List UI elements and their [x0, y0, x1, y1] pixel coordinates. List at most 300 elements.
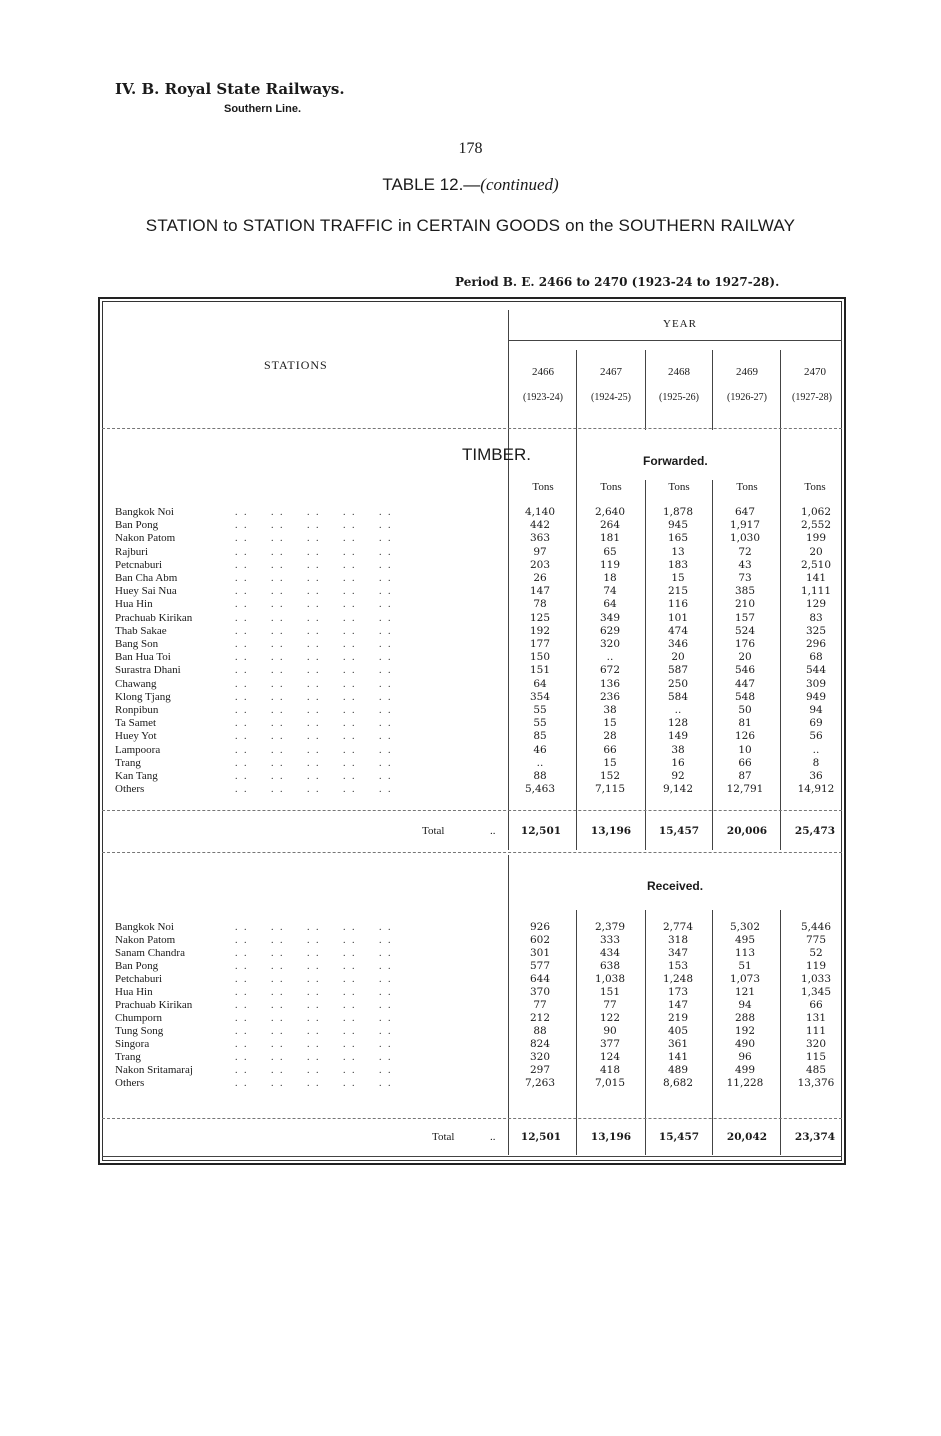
table-row — [115, 757, 835, 770]
leader-dots: . . . . . . . . . . — [235, 922, 393, 933]
table-row — [115, 1051, 835, 1064]
table-row — [115, 585, 835, 598]
year-be-2470: 2470 — [804, 366, 826, 378]
year-ad-1926: (1926-27) — [727, 392, 767, 403]
station-name: Tung Song — [115, 1025, 164, 1037]
unit-tons-3: Tons — [668, 481, 690, 493]
table-cell: 136 — [599, 677, 621, 690]
leader-dots: . . . . . . . . . . — [235, 639, 393, 650]
table-cell: 183 — [667, 558, 689, 571]
year-be-2467: 2467 — [600, 366, 622, 378]
table-cell: 157 — [734, 611, 756, 624]
table-cell: 1,917 — [729, 519, 761, 532]
table-cell: 644 — [529, 973, 551, 985]
forwarded-total-dots: .. — [490, 825, 496, 837]
station-name: Lampoora — [115, 743, 161, 756]
table-cell: 320 — [599, 638, 621, 650]
received-label: Received. — [647, 879, 704, 893]
table-cell: 210 — [734, 598, 756, 611]
table-cell: 55 — [533, 717, 547, 730]
table-cell: 78 — [533, 598, 547, 611]
table-cell: 125 — [529, 611, 551, 624]
forwarded-total-label: Total — [422, 825, 445, 837]
table-cell: 346 — [667, 638, 689, 650]
table-cell: 199 — [805, 532, 827, 545]
table-cell: 68 — [809, 651, 823, 664]
table-cell: 250 — [667, 677, 689, 690]
station-name: Ban Cha Abm — [115, 572, 178, 584]
leader-dots: . . . . . . . . . . — [235, 705, 393, 716]
station-name: Ban Pong — [115, 519, 159, 532]
table-cell: 43 — [738, 558, 752, 571]
leader-dots: . . . . . . . . . . — [235, 1078, 393, 1089]
table-cell: 13,376 — [797, 1077, 835, 1089]
unit-tons-4: Tons — [736, 481, 758, 493]
table-cell: 4,140 — [524, 506, 556, 518]
leader-dots: . . . . . . . . . . — [235, 546, 393, 558]
table-cell: .. — [606, 651, 614, 664]
received-total-2469: 20,042 — [726, 1131, 768, 1143]
table-cell: 152 — [599, 770, 621, 782]
table-row — [115, 960, 835, 973]
leader-dots: . . . . . . . . . . — [235, 559, 393, 571]
table-cell: 333 — [599, 934, 621, 946]
table-cell: 418 — [599, 1064, 621, 1076]
table-cell: 309 — [805, 677, 827, 690]
received-total-2467: 13,196 — [590, 1131, 632, 1143]
table-cell: 577 — [529, 960, 551, 972]
station-name: Ban Pong — [115, 960, 159, 972]
unit-tons-5: Tons — [804, 481, 826, 493]
table-cell: 66 — [738, 756, 752, 769]
table-cell: 64 — [533, 677, 547, 690]
table-cell: 672 — [599, 664, 621, 677]
table-cell: 325 — [805, 624, 827, 637]
commodity-timber: TIMBER. — [462, 445, 531, 464]
year-ad-1927: (1927-28) — [792, 392, 832, 403]
table-cell: 56 — [809, 730, 823, 743]
table-cell: 66 — [603, 743, 617, 756]
station-name: Chawang — [115, 677, 157, 690]
table-cell: 945 — [667, 519, 689, 532]
table-row — [115, 1012, 835, 1025]
station-name: Bangkok Noi — [115, 921, 174, 933]
section-heading: IV. B. Royal State Railways. — [115, 80, 345, 98]
table-cell: 361 — [667, 1038, 689, 1050]
table-cell: 377 — [599, 1038, 621, 1050]
leader-dots: . . . . . . . . . . — [235, 533, 393, 545]
table-row — [115, 638, 835, 651]
table-cell: 219 — [667, 1012, 689, 1024]
year-be-2466: 2466 — [532, 366, 554, 378]
table-cell: 8 — [812, 756, 820, 769]
station-name: Petcnaburi — [115, 558, 163, 571]
leader-dots: . . . . . . . . . . — [235, 784, 393, 796]
table-cell: 46 — [533, 743, 547, 756]
table-cell: 11,228 — [726, 1077, 764, 1089]
forwarded-label: Forwarded. — [643, 454, 708, 468]
table-cell: 12,791 — [726, 783, 764, 796]
received-total-2466: 12,501 — [520, 1131, 562, 1143]
table-cell: 354 — [529, 690, 551, 703]
table-row — [115, 572, 835, 585]
station-name: Sanam Chandra — [115, 947, 185, 959]
table-cell: 64 — [603, 598, 617, 611]
table-cell: 236 — [599, 690, 621, 703]
forwarded-total-2468: 15,457 — [658, 825, 700, 837]
leader-dots: . . . . . . . . . . — [235, 586, 393, 598]
station-name: Trang — [115, 756, 141, 769]
leader-dots: . . . . . . . . . . — [235, 935, 393, 946]
col-divider-2 — [645, 350, 646, 430]
table-cell: 363 — [529, 532, 551, 545]
table-cell: 485 — [805, 1064, 827, 1076]
table-cell: 181 — [599, 532, 621, 545]
table-cell: 81 — [738, 717, 752, 730]
table-cell: 2,552 — [800, 519, 832, 532]
table-cell: 101 — [667, 611, 689, 624]
forwarded-total-2470: 25,473 — [794, 825, 836, 837]
year-header: YEAR — [663, 318, 697, 330]
table-cell: 1,111 — [800, 585, 832, 598]
table-row — [115, 986, 835, 999]
table-cell: 85 — [533, 730, 547, 743]
table-cell: 546 — [734, 664, 756, 677]
table-row — [115, 704, 835, 717]
table-cell: 151 — [529, 664, 551, 677]
table-cell: 73 — [738, 572, 752, 584]
table-row — [115, 678, 835, 691]
table-cell: 1,030 — [729, 532, 761, 545]
table-row — [115, 947, 835, 960]
station-name: Petchaburi — [115, 973, 163, 985]
table-cell: 92 — [671, 770, 685, 782]
table-cell: 1,062 — [800, 506, 832, 518]
table-cell: .. — [674, 704, 682, 716]
received-total-2468: 15,457 — [658, 1131, 700, 1143]
table-cell: 1,248 — [662, 973, 694, 985]
leader-dots: . . . . . . . . . . — [235, 744, 393, 756]
station-name: Rajburi — [115, 545, 148, 558]
table-cell: 2,510 — [800, 558, 832, 571]
table-cell: 647 — [734, 506, 756, 518]
leader-dots: . . . . . . . . . . — [235, 612, 393, 624]
table-cell: 490 — [734, 1038, 756, 1050]
leader-dots: . . . . . . . . . . — [235, 757, 393, 769]
table-cell: 9,142 — [662, 783, 694, 796]
station-name: Singora — [115, 1038, 150, 1050]
table-cell: 15 — [603, 717, 617, 730]
leader-dots: . . . . . . . . . . — [235, 987, 393, 998]
station-name: Kan Tang — [115, 770, 158, 782]
table-cell: 20 — [809, 545, 823, 558]
table-row — [115, 651, 835, 664]
leader-dots: . . . . . . . . . . — [235, 507, 393, 518]
table-row — [115, 770, 835, 783]
station-name: Chumporn — [115, 1012, 163, 1024]
table-cell: 495 — [734, 934, 756, 946]
table-row — [115, 598, 835, 611]
table-cell: 1,073 — [729, 973, 761, 985]
table-cell: 126 — [734, 730, 756, 743]
table-row — [115, 1064, 835, 1077]
table-cell: 147 — [667, 999, 689, 1011]
col-divider-4 — [780, 350, 781, 430]
table-cell: 18 — [603, 572, 617, 584]
table-cell: 824 — [529, 1038, 551, 1050]
table-cell: 7,115 — [594, 783, 626, 796]
leader-dots: . . . . . . . . . . — [235, 948, 393, 959]
table-cell: 370 — [529, 986, 551, 998]
table-cell: .. — [536, 756, 544, 769]
leader-dots: . . . . . . . . . . — [235, 520, 393, 532]
col-divider-3 — [712, 350, 713, 430]
table-cell: 50 — [738, 704, 752, 716]
table-cell: 5,463 — [524, 783, 556, 796]
table-cell: 141 — [667, 1051, 689, 1063]
leader-dots: . . . . . . . . . . — [235, 652, 393, 664]
table-cell: 15 — [603, 756, 617, 769]
table-cell: 66 — [809, 999, 823, 1011]
table-cell: 173 — [667, 986, 689, 998]
leader-dots: . . . . . . . . . . — [235, 771, 393, 782]
table-cell: 296 — [805, 638, 827, 650]
year-divider — [508, 340, 842, 341]
table-title: STATION to STATION TRAFFIC in CERTAIN GOODS on the SOUTHERN RAILWAY — [145, 216, 796, 235]
table-cell: 119 — [599, 558, 621, 571]
station-name: Nakon Patom — [115, 532, 176, 545]
table-cell: 584 — [667, 690, 689, 703]
year-ad-1923: (1923-24) — [523, 392, 563, 403]
leader-dots: . . . . . . . . . . — [235, 625, 393, 637]
leader-dots: . . . . . . . . . . — [235, 1026, 393, 1037]
table-row — [115, 730, 835, 743]
table-cell: 94 — [809, 704, 823, 716]
station-name: Huey Yot — [115, 730, 157, 743]
table-cell: 13 — [671, 545, 685, 558]
station-name: Prachuab Kirikan — [115, 611, 193, 624]
table-cell: 87 — [738, 770, 752, 782]
table-cell: 474 — [667, 624, 689, 637]
leader-dots: . . . . . . . . . . — [235, 573, 393, 584]
table-cell: 320 — [529, 1051, 551, 1063]
station-name: Klong Tjang — [115, 690, 171, 703]
table-cell: 90 — [603, 1025, 617, 1037]
table-cell: 129 — [805, 598, 827, 611]
table-cell: 20 — [738, 651, 752, 664]
table-cell: 176 — [734, 638, 756, 650]
table-cell: 212 — [529, 1012, 551, 1024]
table-cell: 949 — [805, 690, 827, 703]
year-ad-1925: (1925-26) — [659, 392, 699, 403]
table-cell: 121 — [734, 986, 756, 998]
table-cell: 55 — [533, 704, 547, 716]
station-name: Ta Samet — [115, 717, 157, 730]
table-cell: 5,446 — [800, 921, 832, 933]
table-row — [115, 625, 835, 638]
table-cell: 94 — [738, 999, 752, 1011]
table-cell: 96 — [738, 1051, 752, 1063]
received-total-dots: .. — [490, 1131, 496, 1143]
table-cell: 38 — [603, 704, 617, 716]
station-name: Ronpibun — [115, 704, 159, 716]
table-cell: 587 — [667, 664, 689, 677]
station-name: Surastra Dhani — [115, 664, 181, 677]
table-row — [115, 1077, 835, 1090]
table-row — [115, 612, 835, 625]
table-cell: 775 — [805, 934, 827, 946]
table-cell: 1,878 — [662, 506, 694, 518]
table-cell: 434 — [599, 947, 621, 959]
station-name: Huey Sai Nua — [115, 585, 177, 598]
table-cell: 347 — [667, 947, 689, 959]
table-cell: 301 — [529, 947, 551, 959]
forwarded-total-rule — [102, 810, 842, 811]
table-row — [115, 921, 835, 934]
table-cell: 77 — [603, 999, 617, 1011]
table-cell: 548 — [734, 690, 756, 703]
table-cell: .. — [812, 743, 820, 756]
page-number: 178 — [458, 140, 483, 157]
table-cell: 74 — [603, 585, 617, 598]
forwarded-total-2466: 12,501 — [520, 825, 562, 837]
table-cell: 119 — [805, 960, 827, 972]
table-cell: 7,263 — [524, 1077, 556, 1089]
table-cell: 1,033 — [800, 973, 832, 985]
unit-tons-1: Tons — [532, 481, 554, 493]
table-cell: 122 — [599, 1012, 621, 1024]
table-cell: 177 — [529, 638, 551, 650]
table-cell: 629 — [599, 624, 621, 637]
table-number: TABLE 12.— — [382, 175, 481, 194]
table-cell: 88 — [533, 1025, 547, 1037]
leader-dots: . . . . . . . . . . — [235, 1039, 393, 1050]
table-continued: (continued) — [480, 175, 559, 194]
leader-dots: . . . . . . . . . . — [235, 1013, 393, 1024]
table-cell: 349 — [599, 611, 621, 624]
station-name: Bang Son — [115, 638, 159, 650]
table-cell: 2,379 — [594, 921, 626, 933]
station-name: Thab Sakae — [115, 624, 167, 637]
table-cell: 926 — [529, 921, 551, 933]
table-cell: 28 — [603, 730, 617, 743]
table-row — [115, 546, 835, 559]
table-cell: 215 — [667, 585, 689, 598]
table-cell: 385 — [734, 585, 756, 598]
received-total-2470: 23,374 — [794, 1131, 836, 1143]
table-cell: 318 — [667, 934, 689, 946]
table-cell: 124 — [599, 1051, 621, 1063]
table-cell: 405 — [667, 1025, 689, 1037]
table-row — [115, 717, 835, 730]
leader-dots: . . . . . . . . . . — [235, 961, 393, 972]
table-cell: 524 — [734, 624, 756, 637]
leader-dots: . . . . . . . . . . — [235, 691, 393, 703]
table-row — [115, 973, 835, 986]
year-be-2469: 2469 — [736, 366, 758, 378]
station-name: Others — [115, 1077, 145, 1089]
leader-dots: . . . . . . . . . . — [235, 1000, 393, 1011]
table-cell: 7,015 — [594, 1077, 626, 1089]
forwarded-total-2467: 13,196 — [590, 825, 632, 837]
table-cell: 141 — [805, 572, 827, 584]
unit-tons-2: Tons — [600, 481, 622, 493]
col-divider-1 — [576, 350, 577, 430]
table-cell: 72 — [738, 545, 752, 558]
table-bottom-rule — [102, 1156, 842, 1157]
forwarded-total-2469: 20,006 — [726, 825, 768, 837]
table-cell: 499 — [734, 1064, 756, 1076]
stations-header: STATIONS — [264, 358, 328, 372]
table-cell: 8,682 — [662, 1077, 694, 1089]
table-cell: 10 — [738, 743, 752, 756]
table-cell: 489 — [667, 1064, 689, 1076]
table-cell: 88 — [533, 770, 547, 782]
station-name: Others — [115, 783, 145, 796]
period-note: Period B. E. 2466 to 2470 (1923-24 to 1927-28). — [455, 275, 780, 289]
year-ad-1924: (1924-25) — [591, 392, 631, 403]
leader-dots: . . . . . . . . . . — [235, 718, 393, 730]
table-cell: 638 — [599, 960, 621, 972]
table-cell: 320 — [805, 1038, 827, 1050]
table-cell: 149 — [667, 730, 689, 743]
station-name: Hua Hin — [115, 986, 153, 998]
station-name: Ban Hua Toi — [115, 651, 171, 664]
table-row — [115, 519, 835, 532]
table-cell: 113 — [734, 947, 756, 959]
table-cell: 83 — [809, 611, 823, 624]
header-bottom-rule — [102, 428, 842, 429]
table-row — [115, 532, 835, 545]
table-cell: 544 — [805, 664, 827, 677]
table-cell: 52 — [809, 947, 823, 959]
table-cell: 153 — [667, 960, 689, 972]
station-name: Nakon Sritamaraj — [115, 1064, 193, 1076]
table-cell: 65 — [603, 545, 617, 558]
leader-dots: . . . . . . . . . . — [235, 1065, 393, 1076]
table-cell: 2,774 — [662, 921, 694, 933]
leader-dots: . . . . . . . . . . — [235, 1052, 393, 1063]
leader-dots: . . . . . . . . . . — [235, 678, 393, 690]
leader-dots: . . . . . . . . . . — [235, 974, 393, 985]
table-cell: 116 — [667, 598, 689, 611]
table-cell: 128 — [667, 717, 689, 730]
table-cell: 26 — [533, 572, 547, 584]
table-cell: 15 — [671, 572, 685, 584]
table-cell: 69 — [809, 717, 823, 730]
table-cell: 1,345 — [800, 986, 832, 998]
table-cell: 442 — [529, 519, 551, 532]
table-cell: 36 — [809, 770, 823, 782]
table-cell: 147 — [529, 585, 551, 598]
leader-dots: . . . . . . . . . . — [235, 731, 393, 743]
table-label — [0, 175, 941, 195]
station-name: Bangkok Noi — [115, 506, 174, 518]
table-row — [115, 999, 835, 1012]
table-cell: 97 — [533, 545, 547, 558]
table-row — [115, 1025, 835, 1038]
station-name: Nakon Patom — [115, 934, 176, 946]
table-cell: 297 — [529, 1064, 551, 1076]
forwarded-section-end — [102, 852, 842, 853]
station-name: Prachuab Kirikan — [115, 999, 193, 1011]
received-total-label: Total — [432, 1131, 455, 1143]
table-row — [115, 691, 835, 704]
table-row — [115, 934, 835, 947]
table-row — [115, 783, 835, 796]
table-row — [115, 559, 835, 572]
table-cell: 602 — [529, 934, 551, 946]
